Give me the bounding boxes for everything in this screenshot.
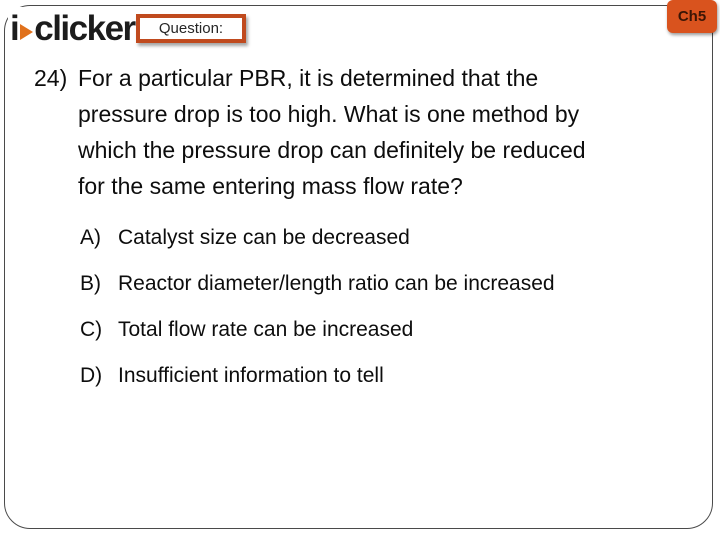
answer-text: Reactor diameter/length ratio can be increased (118, 272, 555, 295)
answer-letter: D) (80, 364, 103, 387)
chapter-badge: Ch5 (667, 0, 717, 33)
question-label: Question: (158, 20, 224, 37)
answer-list (80, 224, 555, 408)
question-text (78, 60, 586, 204)
question-line: which the pressure drop can definitely be reduced (78, 137, 586, 163)
answer-letter: C) (80, 318, 103, 341)
question-label-badge (136, 14, 246, 43)
answer-option-c (80, 316, 555, 344)
question-line: for the same entering mass flow rate? (78, 173, 463, 199)
answer-option-d (80, 362, 555, 390)
answer-text: Insufficient information to tell (118, 364, 384, 387)
answer-text: Total flow rate can be increased (118, 318, 414, 341)
question-line: pressure drop is too high. What is one method by (78, 101, 580, 127)
logo-text-i: i (10, 9, 19, 48)
answer-letter: A) (80, 226, 101, 249)
answer-option-b (80, 270, 555, 298)
answer-letter: B) (80, 272, 101, 295)
question-block (34, 60, 586, 204)
play-triangle-icon (20, 24, 33, 40)
answer-text: Catalyst size can be decreased (118, 226, 410, 249)
iclicker-logo (8, 7, 139, 51)
question-number: 24) (34, 65, 68, 91)
question-line: For a particular PBR, it is determined that the (78, 65, 539, 91)
logo-text-clicker: clicker (34, 9, 135, 48)
answer-option-a (80, 224, 555, 252)
